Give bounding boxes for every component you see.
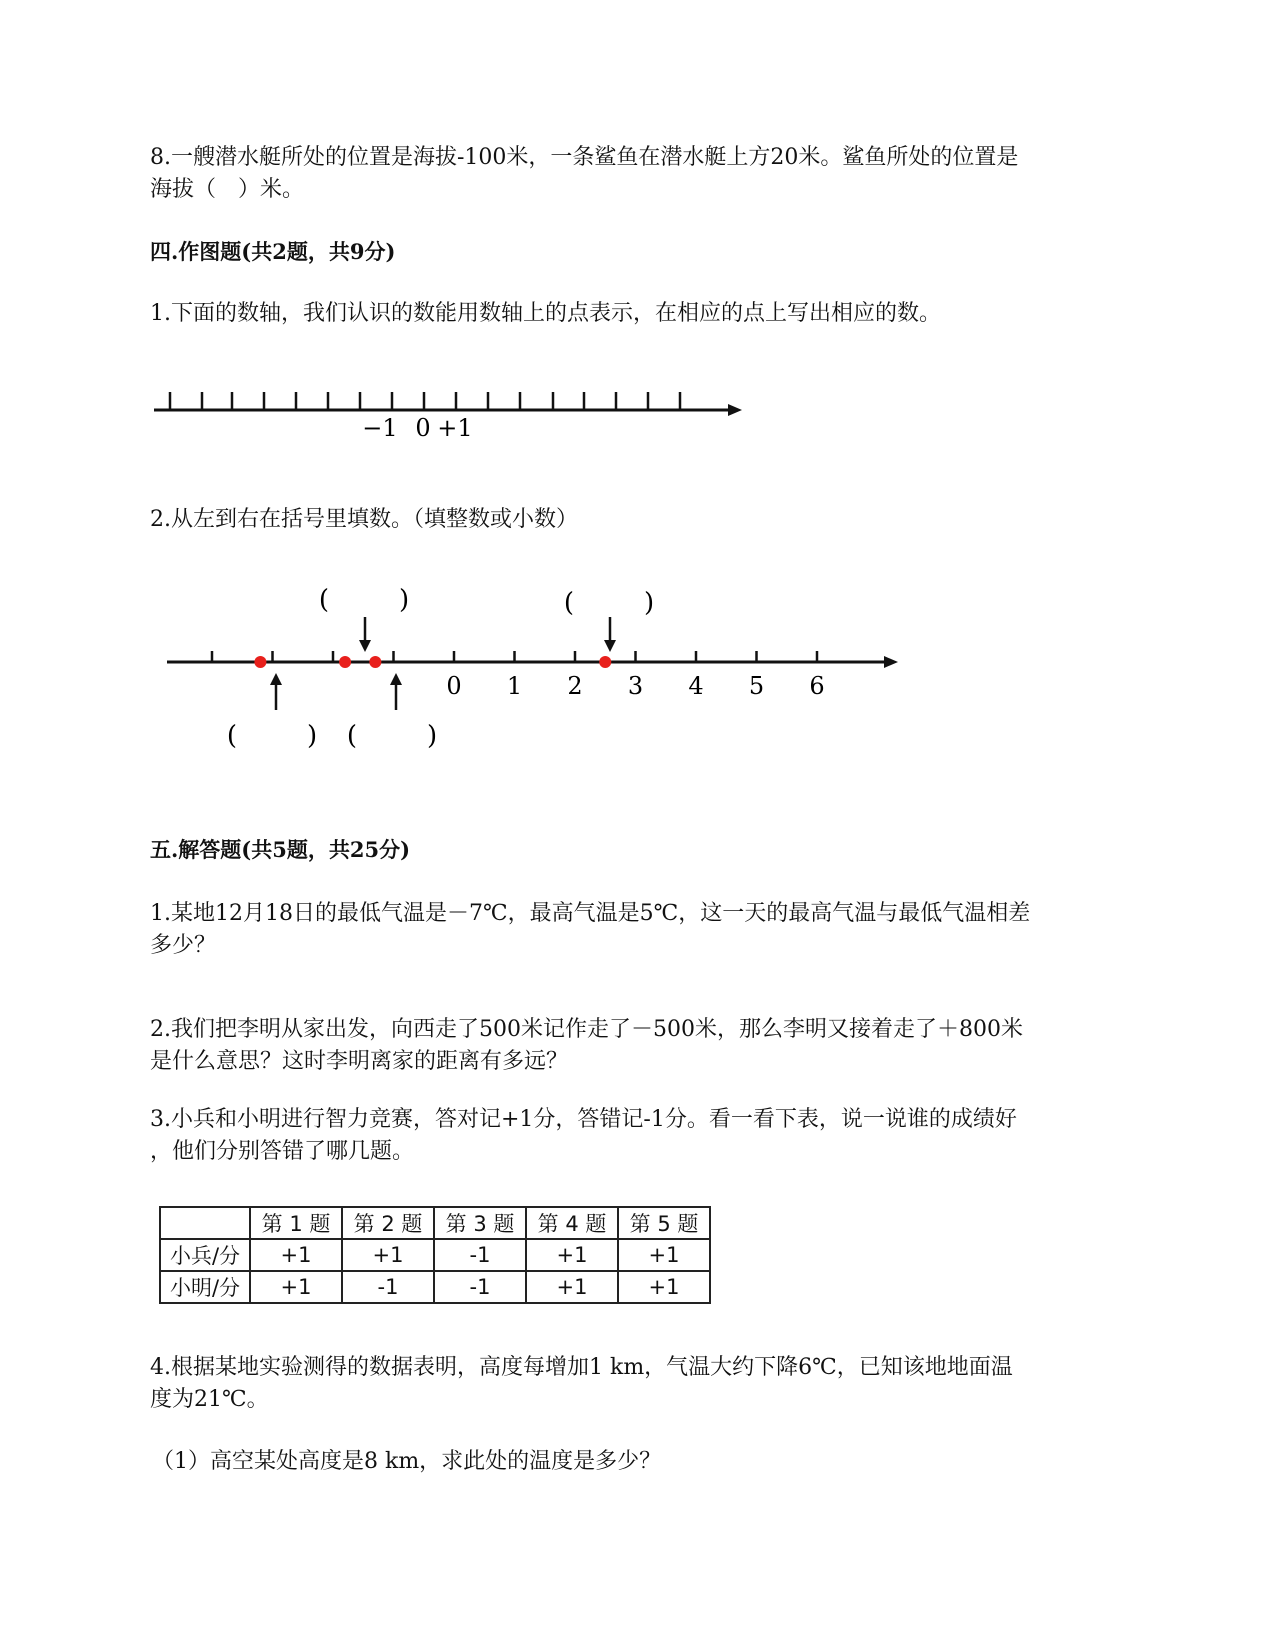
section5-q1-line2: 多少？ — [150, 933, 217, 958]
axis1-label-plus-one: +1 — [437, 414, 473, 442]
axis2-tick-label: 2 — [567, 672, 583, 700]
table-header-cell: 第 1 题 — [250, 1207, 342, 1239]
section5-q4-line2: 度为21℃。 — [150, 1387, 269, 1412]
section5-q4-sub1: （1）高空某处高度是8 km，求此处的温度是多少？ — [152, 1449, 662, 1474]
table-cell: +1 — [250, 1239, 342, 1271]
q8-line2: 海拔（ ）米。 — [150, 177, 305, 202]
table-cell: +1 — [526, 1271, 618, 1303]
table-cell: -1 — [434, 1239, 526, 1271]
section5-q1-line1: 1.某地12月18日的最低气温是－7℃，最高气温是5℃，这一天的最高气温与最低气温相差 — [150, 901, 1031, 926]
blank-bottom-a: ( ) — [226, 721, 324, 751]
arrow-up-b — [390, 673, 402, 710]
table-row-name: 小兵/分 — [160, 1239, 250, 1271]
axis2-arrow — [884, 656, 898, 668]
table-header-cell — [160, 1207, 250, 1239]
axis2-marked-point — [369, 656, 381, 668]
section4-q2-text: 2.从左到右在括号里填数。（填整数或小数） — [150, 507, 578, 532]
arrow-down-a — [359, 617, 371, 652]
table-header-cell: 第 2 题 — [342, 1207, 434, 1239]
q8-line1: 8.一艘潜水艇所处的位置是海拔-100米，一条鲨鱼在潜水艇上方20米。鲨鱼所处的位置是 — [150, 145, 1019, 170]
arrow-up-a — [270, 673, 282, 710]
table-cell: +1 — [342, 1239, 434, 1271]
axis2-marked-point — [599, 656, 611, 668]
table-cell: +1 — [250, 1271, 342, 1303]
table-header-cell: 第 5 题 — [618, 1207, 710, 1239]
table-row-name: 小明/分 — [160, 1271, 250, 1303]
section5-q2-line1: 2.我们把李明从家出发，向西走了500米记作走了－500米，那么李明又接着走了＋800米 — [150, 1017, 1023, 1042]
score-table — [159, 1206, 711, 1304]
axis1-label-zero: 0 — [415, 414, 431, 442]
section5-q2-line2: 是什么意思？这时李明离家的距离有多远？ — [150, 1049, 569, 1074]
section5-q3-line1: 3.小兵和小明进行智力竞赛，答对记+1分，答错记-1分。看一看下表，说一说谁的成绩好 — [150, 1107, 1017, 1132]
axis2-marked-point — [254, 656, 266, 668]
table-row — [160, 1271, 710, 1303]
axis2-tick-label: 3 — [627, 672, 644, 700]
table-header-cell: 第 3 题 — [434, 1207, 526, 1239]
axis2-tick-label: 4 — [688, 672, 704, 700]
table-header-cell: 第 4 题 — [526, 1207, 618, 1239]
table-cell: -1 — [342, 1271, 434, 1303]
blank-top-b: ( ) — [563, 588, 661, 618]
arrow-down-b — [604, 617, 616, 652]
blank-top-a: ( ) — [318, 585, 416, 615]
axis2-group — [167, 651, 898, 668]
section5-q3-line2: ，他们分别答错了哪几题。 — [150, 1139, 415, 1164]
axis1-arrow — [728, 404, 742, 416]
table-header-row — [160, 1207, 710, 1239]
section4-heading: 四.作图题(共2题，共9分) — [150, 239, 396, 264]
section4-q1-text: 1.下面的数轴，我们认识的数能用数轴上的点表示，在相应的点上写出相应的数。 — [150, 301, 941, 326]
section5-heading: 五.解答题(共5题，共25分) — [150, 837, 411, 862]
axis2-tick-label: 0 — [446, 672, 462, 700]
axis1-group — [154, 392, 742, 416]
axis1-label-minus-one: −1 — [362, 414, 398, 442]
table-cell: +1 — [526, 1239, 618, 1271]
axis2-tick-label: 5 — [748, 672, 765, 700]
blank-bottom-b: ( ) — [346, 721, 444, 751]
table-cell: +1 — [618, 1271, 710, 1303]
axis2-marked-point — [339, 656, 351, 668]
table-row — [160, 1239, 710, 1271]
axis2-tick-label: 6 — [809, 672, 825, 700]
section5-q4-line1: 4.根据某地实验测得的数据表明，高度每增加1 km，气温大约下降6℃，已知该地地面温 — [150, 1355, 1013, 1380]
table-cell: +1 — [618, 1239, 710, 1271]
table-cell: -1 — [434, 1271, 526, 1303]
axis2-tick-label: 1 — [506, 672, 523, 700]
